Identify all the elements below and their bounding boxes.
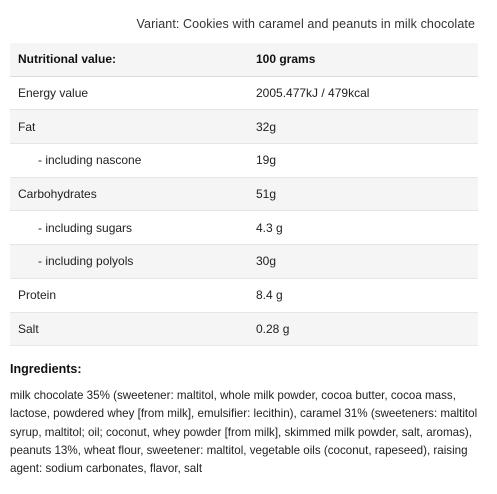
row-label: Carbohydrates xyxy=(18,187,97,202)
table-header-row xyxy=(10,43,478,77)
row-value: 0.28 g xyxy=(256,321,290,336)
ingredients-title: Ingredients: xyxy=(10,362,82,376)
row-value: 19g xyxy=(256,153,277,168)
header-label: Nutritional value: xyxy=(18,52,117,67)
table-row-energy xyxy=(10,77,478,111)
row-value: 30g xyxy=(256,254,277,269)
row-value: 2005.477kJ / 479kcal xyxy=(256,86,370,101)
table-row-polyols xyxy=(10,245,478,279)
ingredients-text: milk chocolate 35% (sweetener: maltitol, whole milk powder, cocoa butter, cocoa mass, lactose, powdered whey [from milk], emulsifier: lecithin), caramel 31% (sweeteners: maltitol syrup, maltitol; oil; coconut, whey powder [from milk], skimmed milk powder, salt, aromas), peanuts 13%, wheat flour, sweetener: maltitol, vegetable oils (coconut, rapeseed), raising agent: sodium carbonates, flavor, salt xyxy=(10,389,478,476)
row-value: 32g xyxy=(256,119,277,134)
row-label: Energy value xyxy=(18,86,89,101)
table-row-saturated xyxy=(10,144,478,178)
table-row-carbohydrates xyxy=(10,178,478,212)
variant-label: Variant: Cookies with caramel and peanuts in milk chocolate xyxy=(136,17,475,31)
table-row-fat xyxy=(10,110,478,144)
row-label: Salt xyxy=(18,321,39,336)
row-value: 8.4 g xyxy=(256,288,283,303)
row-label: Fat xyxy=(18,119,36,134)
row-value: 4.3 g xyxy=(256,220,283,235)
row-label: Protein xyxy=(18,288,57,303)
nutrition-table xyxy=(10,43,478,346)
row-label: - including polyols xyxy=(38,254,134,269)
row-value: 51g xyxy=(256,187,277,202)
table-row-salt xyxy=(10,313,478,347)
table-row-protein xyxy=(10,279,478,313)
table-row-sugars xyxy=(10,211,478,245)
header-value: 100 grams xyxy=(256,52,316,67)
row-label: - including sugars xyxy=(38,220,133,235)
row-label: - including nascone xyxy=(38,153,142,168)
